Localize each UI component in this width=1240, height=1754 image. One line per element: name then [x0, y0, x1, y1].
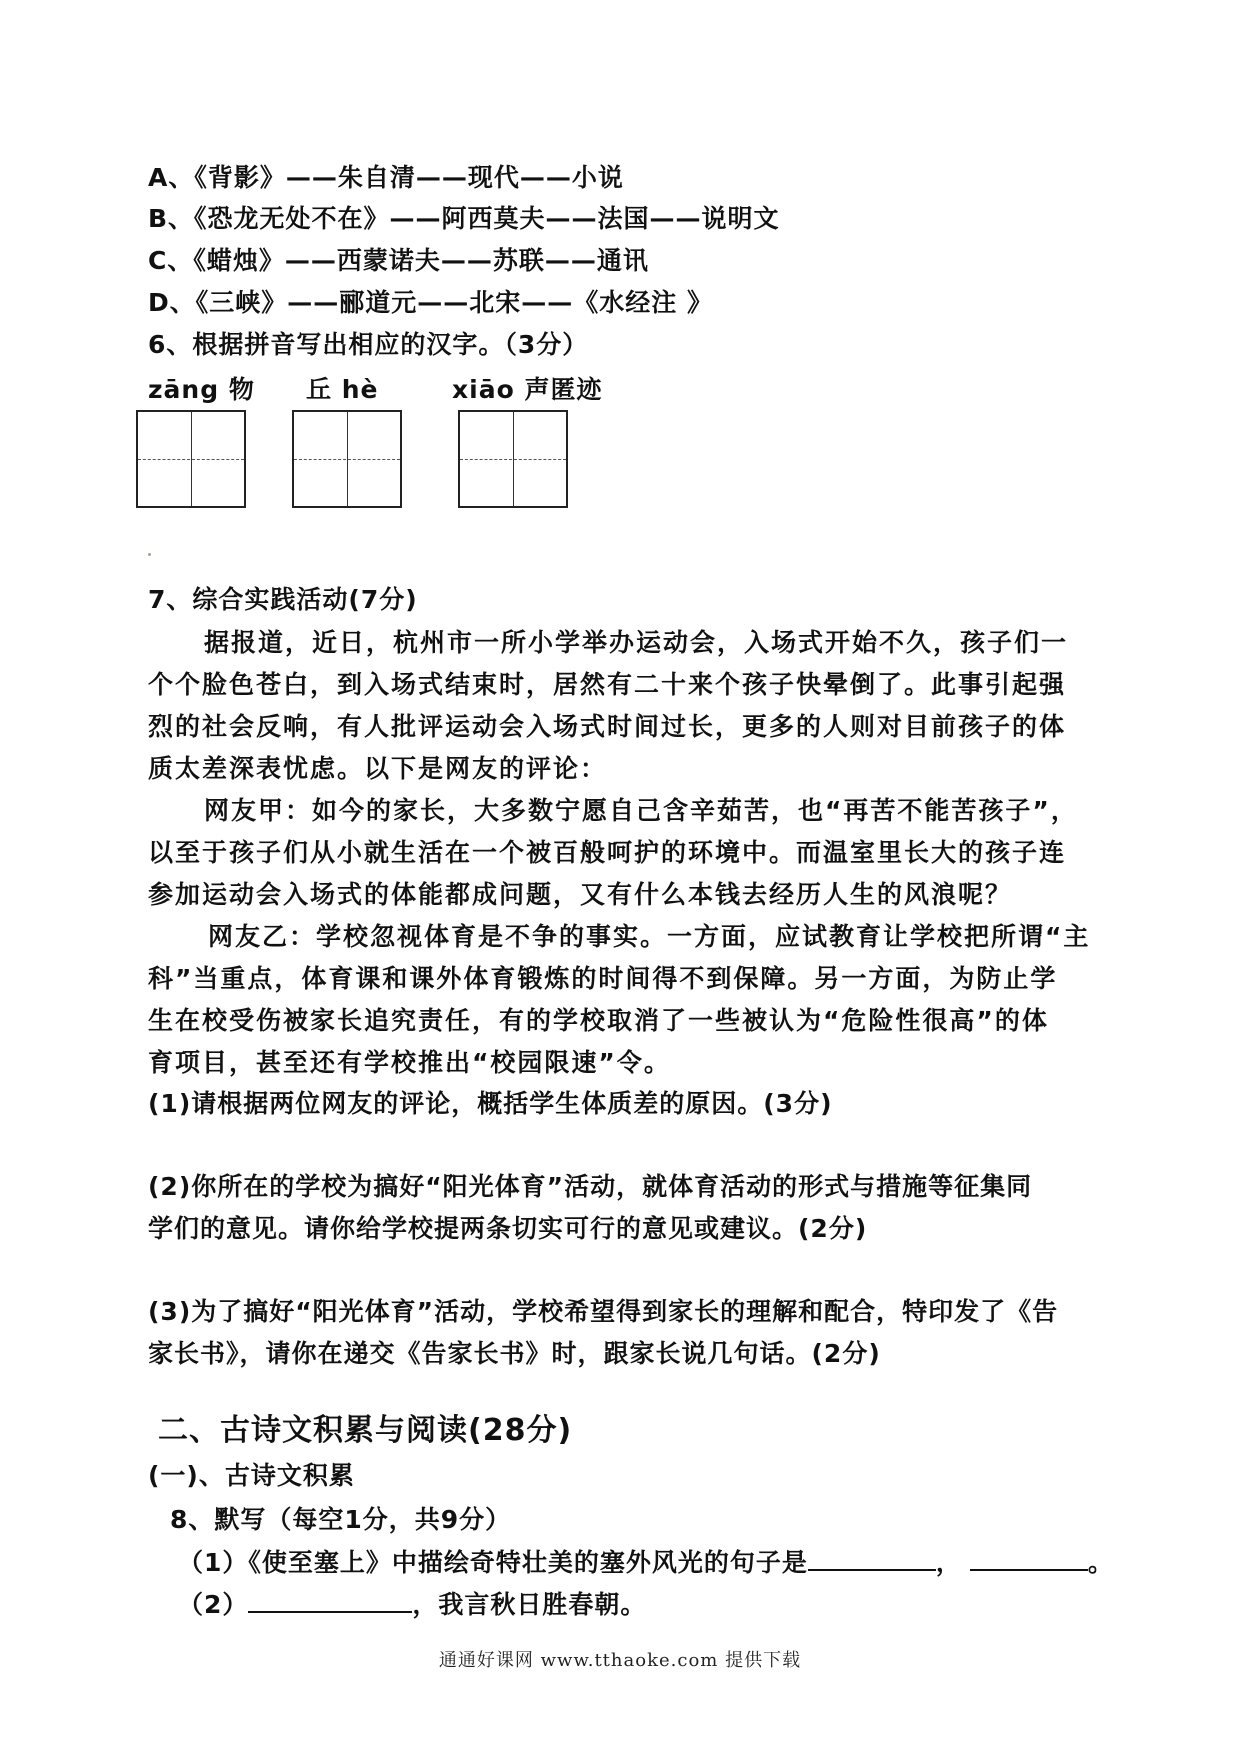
- answer-blank-3[interactable]: [248, 1589, 412, 1613]
- q8-item2-prefix: （2）: [178, 1590, 249, 1619]
- section2-subtitle: (一)、古诗文积累: [148, 1461, 355, 1490]
- q7-para3-line2: 科”当重点，体育课和课外体育锻炼的时间得不到保障。另一方面，为防止学: [148, 964, 1058, 993]
- pinyin-item-2: 丘 hè: [306, 375, 379, 404]
- q7-para2-line2: 以至于孩子们从小就生活在一个被百般呵护的环境中。而温室里长大的孩子连: [148, 838, 1067, 867]
- q7-para1-line3: 烈的社会反响，有人批评运动会入场式时间过长，更多的人则对目前孩子的体: [148, 712, 1067, 741]
- pinyin-item-3: xiāo 声匿迹: [452, 375, 603, 404]
- q7-sub3-line2: 家长书》，请你在递交《告家长书》时，跟家长说几句话。(2分): [148, 1339, 881, 1368]
- q7-title: 7、综合实践活动(7分): [148, 585, 418, 614]
- q7-sub2-line1: (2)你所在的学校为搞好“阳光体育”活动，就体育活动的形式与措施等征集同: [148, 1172, 1033, 1201]
- q8-item1: [178, 1543, 1114, 1579]
- q7-para1-line4: 质太差深表忧虑。以下是网友的评论：: [148, 754, 608, 783]
- footer-source: 通通好课网 www.tthaoke.com 提供下载: [438, 1650, 802, 1671]
- option-b: B、《恐龙无处不在》——阿西莫夫——法国——说明文: [148, 204, 780, 233]
- q8-item2-suffix: ，我言秋日胜春朝。: [412, 1590, 647, 1619]
- q7-sub3-line1: (3)为了搞好“阳光体育”活动，学校希望得到家长的理解和配合，特印发了《告: [148, 1297, 1059, 1326]
- q8-item1-sep: ，: [935, 1548, 962, 1577]
- q7-para3-line4: 育项目，甚至还有学校推出“校园限速”令。: [148, 1048, 671, 1077]
- section2-title: 二、古诗文积累与阅读(28分): [158, 1413, 573, 1448]
- q7-para2-line1: 网友甲：如今的家长，大多数宁愿自己含辛茹苦，也“再苦不能苦孩子”，: [204, 796, 1078, 825]
- q7-para2-line3: 参加运动会入场式的体能都成问题，又有什么本钱去经历人生的风浪呢？: [148, 880, 1013, 909]
- option-a: A、《背影》——朱自清——现代——小说: [148, 163, 624, 192]
- q7-sub1: (1)请根据两位网友的评论，概括学生体质差的原因。(3分): [148, 1089, 833, 1118]
- q7-para1-line2: 个个脸色苍白，到入场式结束时，居然有二十来个孩子快晕倒了。此事引起强: [148, 670, 1067, 699]
- writing-box-3[interactable]: [458, 410, 568, 508]
- pinyin-item-1: zāng 物: [148, 375, 255, 404]
- q8-item2: [178, 1585, 646, 1621]
- q8-item1-text: （1）《使至塞上》中描绘奇特壮美的塞外风光的句子是: [178, 1548, 808, 1577]
- q7-para3-line1: 网友乙：学校忽视体育是不争的事实。一方面，应试教育让学校把所谓“主: [208, 922, 1091, 951]
- answer-blank-2[interactable]: [970, 1547, 1088, 1571]
- scan-speck: [148, 553, 151, 556]
- writing-box-1[interactable]: [136, 410, 246, 508]
- option-d: D、《三峡》——郦道元——北宋——《水经注 》: [148, 288, 713, 317]
- writing-box-2[interactable]: [292, 410, 402, 508]
- q7-para3-line3: 生在校受伤被家长追究责任，有的学校取消了一些被认为“危险性很高”的体: [148, 1006, 1049, 1035]
- q7-sub2-line2: 学们的意见。请你给学校提两条切实可行的意见或建议。(2分): [148, 1214, 868, 1243]
- answer-blank-1[interactable]: [808, 1547, 936, 1571]
- option-c: C、《蜡烛》——西蒙诺夫——苏联——通讯: [148, 246, 649, 275]
- q7-para1-line1: 据报道，近日，杭州市一所小学举办运动会，入场式开始不久，孩子们一: [204, 628, 1069, 657]
- q6-title: 6、根据拼音写出相应的汉字。（3分）: [148, 330, 589, 359]
- q8-item1-end: 。: [1087, 1548, 1114, 1577]
- q8-title: 8、默写（每空1分，共9分）: [170, 1505, 512, 1534]
